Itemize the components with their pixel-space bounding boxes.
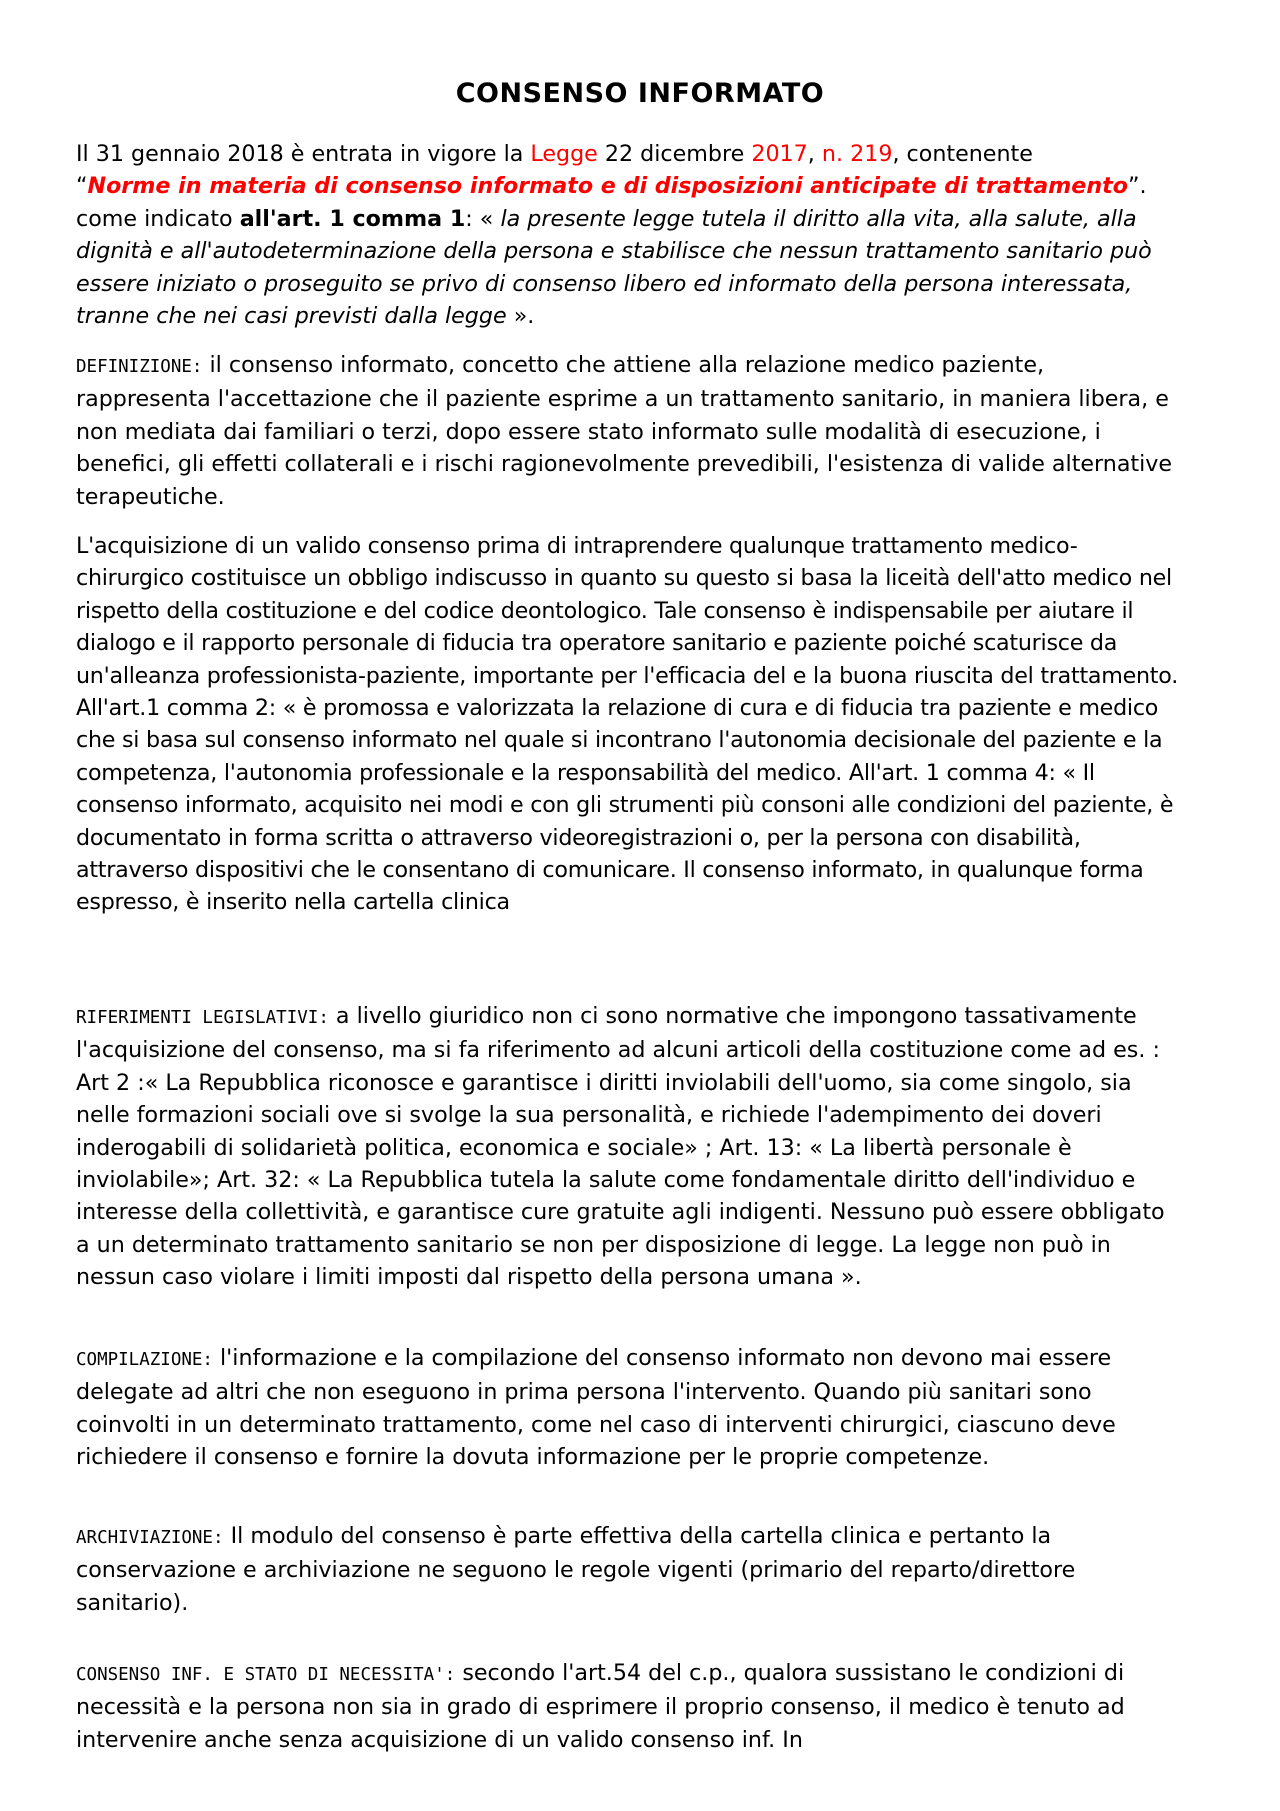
intro-norme: Norme in materia di consenso informato e di disposizioni anticipate di trattamento (87, 173, 1128, 200)
intro-year: 2017 (751, 141, 808, 167)
acquisizione-paragraph: L'acquisizione di un valido consenso prima di intraprendere qualunque trattamento medico-chirurgico costituisce un obbligo indiscusso in quanto su questo si basa la liceità dell'atto medico nel rispetto della costituzione e del codice deontologico. Tale consenso è indispensabile per aiutare il dialogo e il rapporto personale di fiducia tra operatore sanitario e paziente poiché scaturisce da un'alleanza professionista-paziente, importante per l'efficacia del e la buona riuscita del trattamento. All'art.1 comma 2: « è promossa e valorizzata la relazione di cura e di fiducia tra paziente e medico che si basa sul consenso informato nel quale si incontrano l'autonomia decisionale del paziente e la competenza, l'autonomia professionale e la responsabilità del medico. All'art. 1 comma 4: « Il consenso informato, acquisito nei modi e con gli strumenti più consoni alle condizioni del paziente, è documentato in forma scritta o attraverso videoregistrazioni o, per la persona con disabilità, attraverso dispositivi che le consentano di comunicare. Il consenso informato, in qualunque forma espresso, è inserito nella cartella clinica (76, 533, 1178, 916)
intro-quote-open: “ (76, 173, 88, 200)
intro-paragraph (76, 138, 1184, 332)
compilazione-paragraph (76, 1342, 1184, 1474)
intro-end: ». (506, 303, 535, 330)
page-title: CONSENSO INFORMATO (455, 78, 825, 109)
intro-text-3: , contenente (892, 141, 1033, 167)
definizione-paragraph (76, 349, 1184, 513)
intro-text-2: 22 dicembre (597, 141, 752, 167)
riferimenti-text: a livello giuridico non ci sono normative che impongono tassativamente l'acquisizione del consenso, ma si fa riferimento ad alcuni articoli della costituzione come ad es. : Art 2 :« La Repubblica riconosce e garantisce i diritti inviolabili dell'uomo, sia come singolo, sia nelle formazioni sociali ove si svolge la sua personalità, e richiede l'adempimento dei doveri inderogabili di solidarietà politica, economica e sociale» ; Art. 13: « La libertà personale è inviolabile»; Art. 32: « La Repubblica tutela la salute come fondamentale diritto dell'individuo e interesse della collettività, e garantisce cure gratuite agli indigenti. Nessuno può essere obbligato a un determinato trattamento sanitario se non per disposizione di legge. La legge non può in nessun caso violare i limiti imposti dal rispetto della persona umana ». (76, 1003, 1165, 1291)
necessita-label: CONSENSO INF. E STATO DI NECESSITA': (76, 1665, 456, 1685)
riferimenti-label: RIFERIMENTI LEGISLATIVI: (76, 1008, 329, 1028)
intro-legge: Legge (530, 141, 598, 167)
intro-citation: la presente legge tutela il diritto alla vita, alla salute, alla dignità e all'autodeterminazione della persona e stabilisce che nessun trattamento sanitario può essere iniziato o proseguito se privo di consenso libero ed informato della persona interessata, tranne che nei casi previsti dalla legge (76, 205, 1152, 330)
archiviazione-label: ARCHIVIAZIONE: (76, 1528, 224, 1548)
intro-comma: , (807, 141, 815, 167)
definizione-text: il consenso informato, concetto che attiene alla relazione medico paziente, rappresenta l'accettazione che il paziente esprime a un trattamento sanitario, in maniera libera, e non mediata dai familiari o terzi, dopo essere stato informato sulle modalità di esecuzione, i benefici, gli effetti collaterali e i rischi ragionevolmente prevedibili, l'esistenza di valide alternative terapeutiche. (76, 352, 1173, 510)
intro-text-5: : « (465, 205, 501, 232)
riferimenti-paragraph (76, 1000, 1184, 1294)
compilazione-label: COMPILAZIONE: (76, 1350, 213, 1370)
archiviazione-paragraph (76, 1520, 1184, 1619)
necessita-text: secondo l'art.54 del c.p., qualora sussistano le condizioni di necessità e la persona non sia in grado di esprimere il proprio consenso, il medico è tenuto ad intervenire anche senza acquisizione di un valido consenso inf. In (76, 1660, 1125, 1753)
intro-text-4: come indicato (76, 205, 240, 232)
compilazione-text: l'informazione e la compilazione del consenso informato non devono mai essere delegate ad altri che non eseguono in prima persona l'intervento. Quando più sanitari sono coinvolti in un determinato trattamento, come nel caso di interventi chirurgici, ciascuno deve richiedere il consenso e fornire la dovuta informazione per le proprie competenze. (76, 1345, 1116, 1471)
necessita-paragraph (76, 1657, 1184, 1756)
intro-quote-close: ”. (1128, 173, 1147, 200)
intro-art: all'art. 1 comma 1 (239, 205, 466, 232)
archiviazione-text: Il modulo del consenso è parte effettiva della cartella clinica e pertanto la conservazione e archiviazione ne seguono le regole vigenti (primario del reparto/direttore sanitario). (76, 1523, 1076, 1616)
definizione-label: DEFINIZIONE: (76, 357, 203, 377)
intro-text-1: Il 31 gennaio 2018 è entrata in vigore la (76, 141, 531, 167)
intro-number: n. 219 (821, 141, 893, 167)
